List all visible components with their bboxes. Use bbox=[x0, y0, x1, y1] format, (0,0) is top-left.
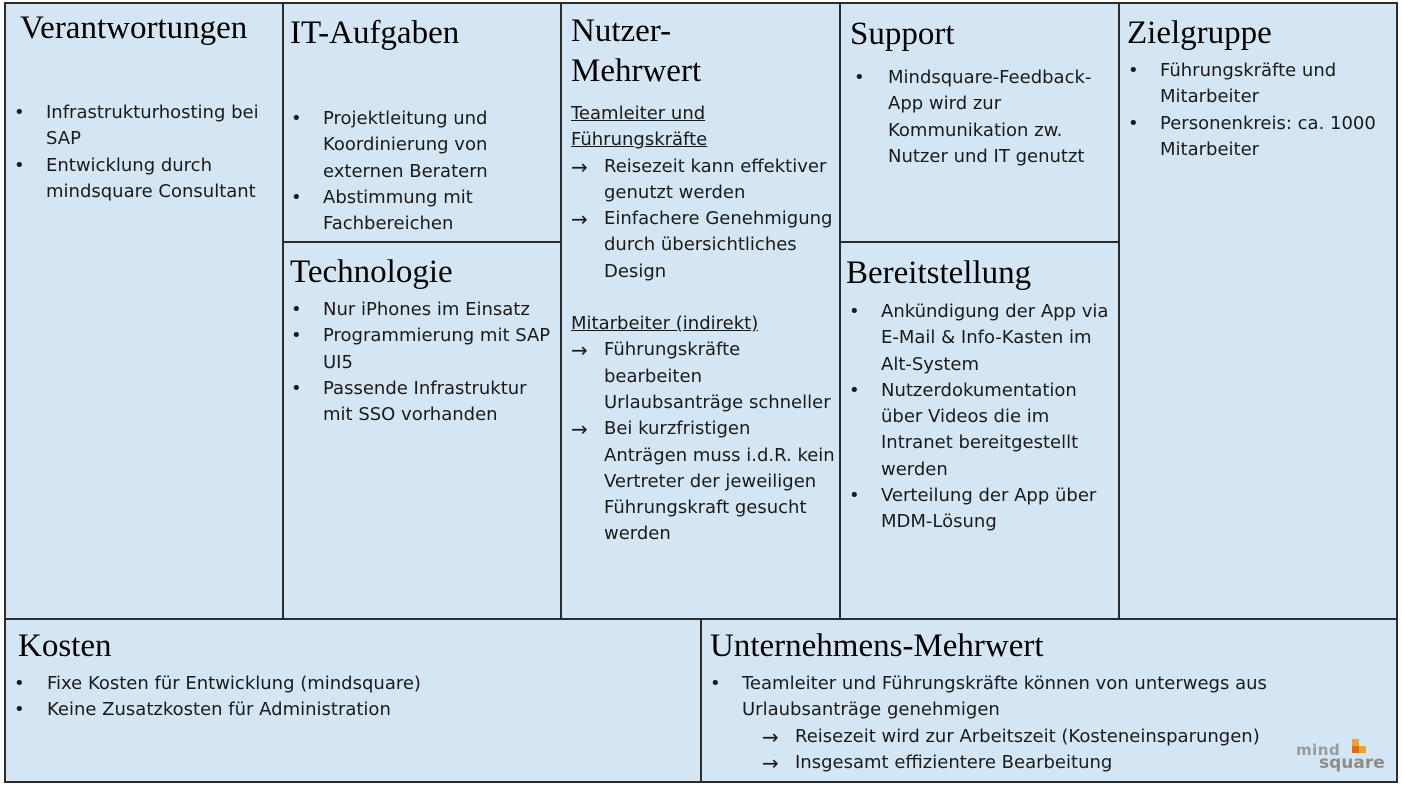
support-cell bbox=[839, 2, 1120, 243]
kosten-list bbox=[14, 671, 674, 724]
list-item bbox=[571, 154, 837, 207]
arrow-right-icon: → bbox=[571, 338, 588, 363]
verantwortungen-title: Verantwortungen bbox=[20, 10, 248, 46]
list-item bbox=[762, 750, 1310, 776]
list-item: • Abstimmung mit Fachbereichen bbox=[291, 185, 553, 238]
list-item: • Entwicklung durch mindsquare Consultant bbox=[14, 153, 276, 206]
logo-square-icon bbox=[1352, 739, 1359, 746]
list-item: • Infrastrukturhosting bei SAP bbox=[14, 100, 276, 153]
arrow-right-icon: → bbox=[762, 750, 779, 775]
mindsquare-logo bbox=[1296, 741, 1386, 773]
list-item: • Führungskräfte und Mitarbeiter bbox=[1128, 58, 1390, 111]
zielgruppe-list bbox=[1128, 58, 1390, 163]
zielgruppe-cell bbox=[1118, 2, 1398, 620]
technologie-cell bbox=[282, 241, 562, 620]
unternehmens-mehrwert-cell bbox=[700, 618, 1398, 783]
logo-text-square: square bbox=[1319, 753, 1385, 773]
kosten-cell bbox=[4, 618, 702, 783]
list-item: • Verteilung der App über MDM-Lösung bbox=[849, 483, 1114, 536]
group2-heading: Mitarbeiter (indirekt) bbox=[571, 313, 759, 335]
nutzer-mehrwert-title-line2: Mehrwert bbox=[571, 53, 702, 89]
bereitstellung-title: Bereitstellung bbox=[846, 255, 1032, 291]
arrow-right-icon: → bbox=[571, 207, 588, 232]
list-item-text: Reisezeit wird zur Arbeitszeit (Kosteneinsparungen) bbox=[795, 725, 1260, 747]
list-item: • Teamleiter und Führungskräfte können von unterwegs aus Urlaubsanträge genehmigen bbox=[710, 671, 1310, 724]
it-aufgaben-list bbox=[291, 106, 553, 237]
list-item: • Passende Infrastruktur mit SSO vorhanden bbox=[291, 376, 553, 429]
list-item-text: Einfachere Genehmigung durch übersichtliches Design bbox=[604, 208, 833, 282]
nutzer-mehrwert-title bbox=[571, 11, 701, 91]
list-item: • Mindsquare-Feedback-App wird zur Kommunikation zw. Nutzer und IT genutzt bbox=[854, 65, 1114, 170]
it-aufgaben-cell bbox=[282, 2, 562, 243]
technologie-list bbox=[291, 297, 553, 428]
list-item: • Personenkreis: ca. 1000 Mitarbeiter bbox=[1128, 111, 1390, 164]
unternehmens-mehrwert-list bbox=[710, 671, 1310, 724]
list-item: • Fixe Kosten für Entwicklung (mindsquare) bbox=[14, 671, 674, 697]
support-title: Support bbox=[850, 16, 955, 52]
logo-square-icon bbox=[1352, 746, 1359, 753]
technologie-title: Technologie bbox=[290, 254, 453, 290]
list-item-text: Reisezeit kann effektiver genutzt werden bbox=[604, 155, 827, 203]
list-item-text: Führungskräfte bearbeiten Urlaubsanträge schneller bbox=[604, 339, 831, 413]
verantwortungen-cell bbox=[4, 2, 284, 620]
list-item: • Keine Zusatzkosten für Administration bbox=[14, 697, 674, 723]
list-item bbox=[571, 206, 837, 285]
list-item-text: Insgesamt effizientere Bearbeitung bbox=[795, 751, 1113, 773]
bereitstellung-cell bbox=[839, 241, 1120, 620]
list-item: • Ankündigung der App via E-Mail & Info-Kasten im Alt-System bbox=[849, 299, 1114, 378]
arrow-right-icon: → bbox=[762, 724, 779, 749]
logo-square-icon bbox=[1359, 746, 1366, 753]
kosten-title: Kosten bbox=[18, 628, 112, 664]
nutzer-mehrwert-title-line1: Nutzer- bbox=[571, 13, 672, 49]
support-list bbox=[854, 65, 1114, 170]
arrow-right-icon: → bbox=[571, 417, 588, 442]
list-item: • Nutzerdokumentation über Videos die im Intranet bereitgestellt werden bbox=[849, 378, 1114, 483]
logo-text-mind: mind bbox=[1296, 741, 1341, 759]
it-aufgaben-title: IT-Aufgaben bbox=[290, 15, 460, 51]
list-item-text: Bei kurzfristigen Anträgen muss i.d.R. kein Vertreter der jeweiligen Führungskraft gesucht werden bbox=[604, 418, 835, 545]
bereitstellung-list bbox=[849, 299, 1114, 536]
group1-heading: Teamleiter und Führungskräfte bbox=[571, 103, 708, 151]
unternehmens-mehrwert-title: Unternehmens-Mehrwert bbox=[710, 628, 1044, 664]
list-item bbox=[571, 416, 837, 547]
list-item bbox=[571, 337, 837, 416]
list-item: • Programmierung mit SAP UI5 bbox=[291, 323, 553, 376]
list-item: • Projektleitung und Koordinierung von externen Beratern bbox=[291, 106, 553, 185]
zielgruppe-title: Zielgruppe bbox=[1127, 15, 1272, 51]
verantwortungen-list bbox=[14, 100, 276, 205]
list-item bbox=[762, 724, 1310, 750]
unternehmens-mehrwert-body bbox=[710, 671, 1310, 776]
arrow-right-icon: → bbox=[571, 154, 588, 179]
nutzer-mehrwert-cell bbox=[560, 2, 841, 620]
nutzer-mehrwert-body bbox=[571, 101, 837, 548]
list-item: • Nur iPhones im Einsatz bbox=[291, 297, 553, 323]
